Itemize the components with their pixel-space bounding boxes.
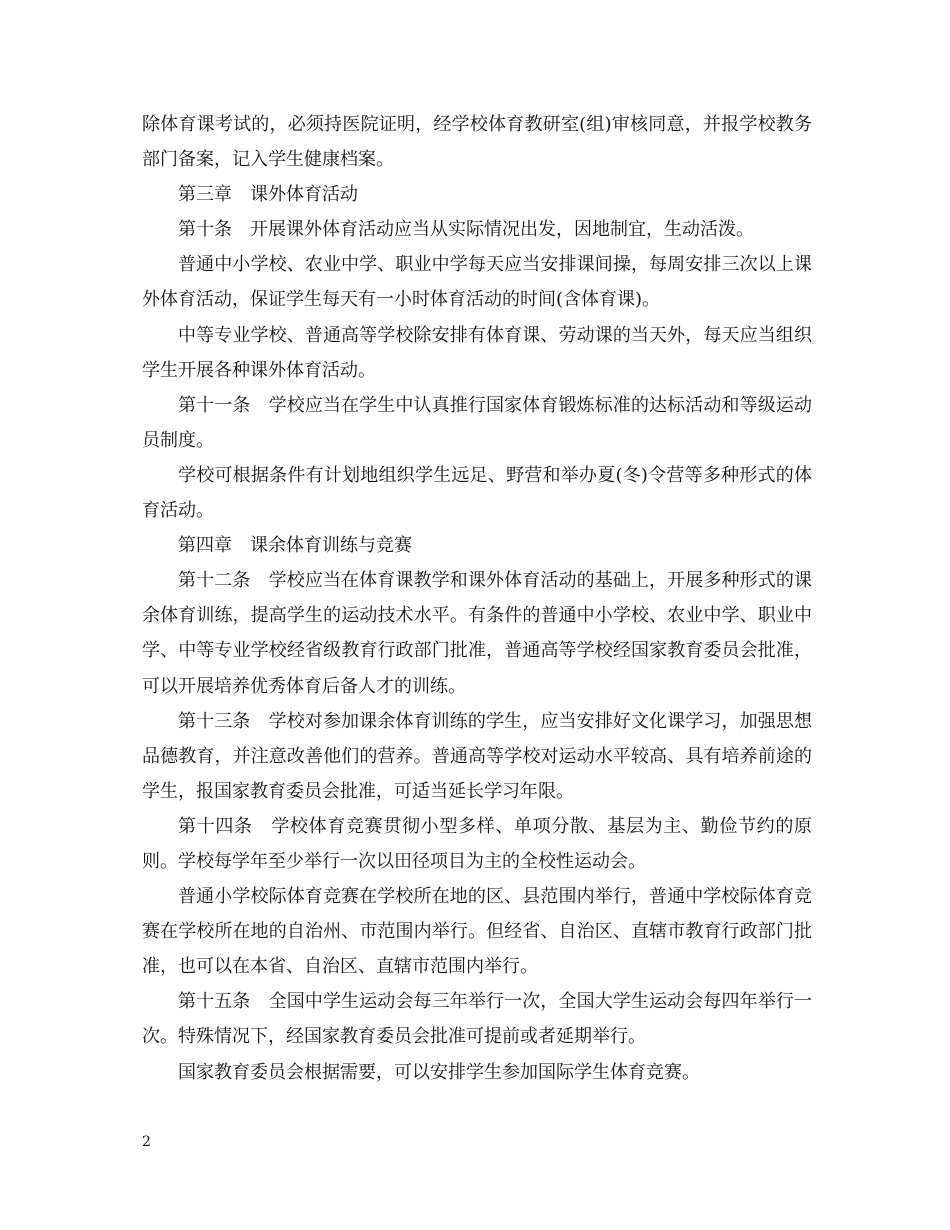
article-10: 第十条 开展课外体育活动应当从实际情况出发，因地制宜，生动活泼。 xyxy=(178,219,754,241)
article-13: 第十三条 学校对参加课余体育训练的学生，应当安排好文化课学习，加强思想品德教育，并注意改善他们的营养。普通高等学校对运动水平较高、具有培养前途的学生，报国家教育委员会批准，可适当延长学习年限。 xyxy=(142,710,812,802)
chapter-3-heading: 第三章 课外体育活动 xyxy=(178,184,358,206)
article-11: 第十一条 学校应当在学生中认真推行国家体育锻炼标准的达标活动和等级运动员制度。 xyxy=(142,394,812,451)
paragraph: 国家教育委员会根据需要，可以安排学生参加国际学生体育竞赛。 xyxy=(178,1061,700,1083)
paragraph: 普通小学校际体育竞赛在学校所在地的区、县范围内举行，普通中学校际体育竞赛在学校所在地的自治州、市范围内举行。但经省、自治区、直辖市教育行政部门批准，也可以在本省、自治区、直辖市范围内举行。 xyxy=(142,886,812,978)
paragraph-continuation: 除体育课考试的，必须持医院证明，经学校体育教研室(组)审核同意，并报学校教务部门备案，记入学生健康档案。 xyxy=(142,114,812,171)
page-number: 2 xyxy=(142,1134,151,1150)
article-14: 第十四条 学校体育竞赛贯彻小型多样、单项分散、基层为主、勤俭节约的原则。学校每学年至少举行一次以田径项目为主的全校性运动会。 xyxy=(142,815,812,872)
paragraph: 学校可根据条件有计划地组织学生远足、野营和举办夏(冬)令营等多种形式的体育活动。 xyxy=(142,464,812,522)
article-12: 第十二条 学校应当在体育课教学和课外体育活动的基础上，开展多种形式的课余体育训练，提高学生的运动技术水平。有条件的普通中小学校、农业中学、职业中学、中等专业学校经省级教育行政部门批准，普通高等学校经国家教育委员会批准，可以开展培养优秀体育后备人才的训练。 xyxy=(142,570,812,697)
paragraph: 普通中小学校、农业中学、职业中学每天应当安排课间操，每周安排三次以上课外体育活动，保证学生每天有一小时体育活动的时间(含体育课)。 xyxy=(142,254,812,311)
article-15: 第十五条 全国中学生运动会每三年举行一次，全国大学生运动会每四年举行一次。特殊情况下，经国家教育委员会批准可提前或者延期举行。 xyxy=(142,991,812,1048)
chapter-4-heading: 第四章 课余体育训练与竞赛 xyxy=(178,535,412,557)
document-body xyxy=(142,107,812,1090)
paragraph: 中等专业学校、普通高等学校除安排有体育课、劳动课的当天外，每天应当组织学生开展各种课外体育活动。 xyxy=(142,324,812,381)
